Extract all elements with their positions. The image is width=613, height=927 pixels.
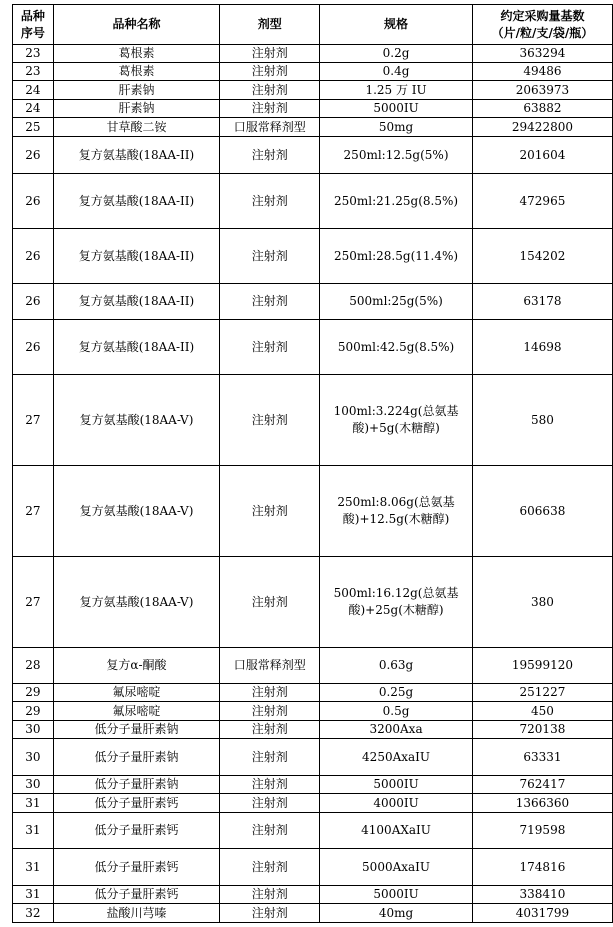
cell-dosage-form: 注射剂 <box>220 284 320 320</box>
cell-serial-no: 29 <box>13 702 54 721</box>
cell-specification: 5000IU <box>320 100 473 118</box>
cell-quantity: 14698 <box>472 320 612 375</box>
cell-serial-no: 31 <box>13 813 54 849</box>
table-row <box>13 229 613 284</box>
cell-quantity: 580 <box>472 375 612 466</box>
table-row <box>13 45 613 63</box>
cell-serial-no: 26 <box>13 284 54 320</box>
cell-quantity: 380 <box>472 557 612 648</box>
cell-specification: 5000AxaIU <box>320 849 473 886</box>
cell-specification: 0.2g <box>320 45 473 63</box>
cell-specification: 40mg <box>320 904 473 923</box>
cell-dosage-form: 注射剂 <box>220 557 320 648</box>
header-specification: 规格 <box>320 5 473 45</box>
table-row <box>13 849 613 886</box>
cell-quantity: 154202 <box>472 229 612 284</box>
table-row <box>13 813 613 849</box>
cell-specification: 100ml:3.224g(总氨基酸)+5g(木糖醇) <box>320 375 473 466</box>
cell-serial-no: 27 <box>13 466 54 557</box>
table-wrapper <box>12 4 613 923</box>
cell-quantity: 63178 <box>472 284 612 320</box>
table-row <box>13 320 613 375</box>
cell-serial-no: 30 <box>13 721 54 739</box>
cell-quantity: 201604 <box>472 137 612 174</box>
cell-drug-name: 复方氨基酸(18AA-V) <box>53 557 220 648</box>
header-quantity <box>472 5 612 45</box>
table-row <box>13 137 613 174</box>
cell-specification: 500ml:42.5g(8.5%) <box>320 320 473 375</box>
cell-dosage-form: 注射剂 <box>220 904 320 923</box>
header-row <box>13 5 613 45</box>
cell-serial-no: 32 <box>13 904 54 923</box>
table-row <box>13 557 613 648</box>
cell-dosage-form: 注射剂 <box>220 684 320 702</box>
table-row <box>13 886 613 904</box>
cell-drug-name: 低分子量肝素钠 <box>53 739 220 776</box>
cell-specification: 500ml:16.12g(总氨基酸)+25g(木糖醇) <box>320 557 473 648</box>
cell-dosage-form: 注射剂 <box>220 100 320 118</box>
header-serial-no-line2: 序号 <box>20 25 45 40</box>
cell-quantity: 4031799 <box>472 904 612 923</box>
cell-drug-name: 甘草酸二铵 <box>53 118 220 137</box>
table-row <box>13 684 613 702</box>
cell-quantity: 63331 <box>472 739 612 776</box>
cell-drug-name: 葛根素 <box>53 63 220 81</box>
table-row <box>13 81 613 100</box>
cell-dosage-form: 注射剂 <box>220 466 320 557</box>
cell-dosage-form: 口服常释剂型 <box>220 648 320 684</box>
table-row <box>13 466 613 557</box>
cell-quantity: 1366360 <box>472 794 612 813</box>
table-row <box>13 794 613 813</box>
cell-serial-no: 25 <box>13 118 54 137</box>
table-header <box>13 5 613 45</box>
cell-serial-no: 23 <box>13 45 54 63</box>
cell-dosage-form: 注射剂 <box>220 81 320 100</box>
cell-specification: 1.25 万 IU <box>320 81 473 100</box>
cell-serial-no: 31 <box>13 794 54 813</box>
cell-drug-name: 低分子量肝素钙 <box>53 886 220 904</box>
cell-serial-no: 23 <box>13 63 54 81</box>
cell-quantity: 63882 <box>472 100 612 118</box>
table-row <box>13 375 613 466</box>
cell-drug-name: 低分子量肝素钙 <box>53 794 220 813</box>
cell-quantity: 174816 <box>472 849 612 886</box>
cell-specification: 0.25g <box>320 684 473 702</box>
cell-specification: 0.63g <box>320 648 473 684</box>
procurement-table <box>12 4 613 923</box>
cell-serial-no: 29 <box>13 684 54 702</box>
cell-dosage-form: 注射剂 <box>220 375 320 466</box>
cell-quantity: 719598 <box>472 813 612 849</box>
table-row <box>13 904 613 923</box>
cell-drug-name: 肝素钠 <box>53 81 220 100</box>
cell-drug-name: 低分子量肝素钙 <box>53 813 220 849</box>
cell-quantity: 720138 <box>472 721 612 739</box>
cell-drug-name: 复方氨基酸(18AA-II) <box>53 137 220 174</box>
cell-dosage-form: 注射剂 <box>220 794 320 813</box>
cell-dosage-form: 注射剂 <box>220 229 320 284</box>
cell-dosage-form: 注射剂 <box>220 137 320 174</box>
cell-drug-name: 氟尿嘧啶 <box>53 702 220 721</box>
cell-specification: 5000IU <box>320 886 473 904</box>
table-row <box>13 702 613 721</box>
cell-drug-name: 复方α-酮酸 <box>53 648 220 684</box>
table-row <box>13 63 613 81</box>
cell-dosage-form: 口服常释剂型 <box>220 118 320 137</box>
cell-dosage-form: 注射剂 <box>220 45 320 63</box>
cell-specification: 5000IU <box>320 776 473 794</box>
cell-quantity: 2063973 <box>472 81 612 100</box>
cell-drug-name: 复方氨基酸(18AA-II) <box>53 229 220 284</box>
cell-dosage-form: 注射剂 <box>220 849 320 886</box>
cell-dosage-form: 注射剂 <box>220 63 320 81</box>
cell-drug-name: 复方氨基酸(18AA-V) <box>53 375 220 466</box>
cell-specification: 250ml:21.25g(8.5%) <box>320 174 473 229</box>
cell-drug-name: 葛根素 <box>53 45 220 63</box>
cell-specification: 0.5g <box>320 702 473 721</box>
cell-dosage-form: 注射剂 <box>220 320 320 375</box>
table-body <box>13 45 613 923</box>
cell-dosage-form: 注射剂 <box>220 813 320 849</box>
table-row <box>13 118 613 137</box>
cell-quantity: 251227 <box>472 684 612 702</box>
cell-specification: 250ml:8.06g(总氨基酸)+12.5g(木糖醇) <box>320 466 473 557</box>
table-row <box>13 100 613 118</box>
cell-drug-name: 复方氨基酸(18AA-II) <box>53 320 220 375</box>
cell-dosage-form: 注射剂 <box>220 739 320 776</box>
cell-serial-no: 26 <box>13 229 54 284</box>
cell-serial-no: 28 <box>13 648 54 684</box>
cell-quantity: 19599120 <box>472 648 612 684</box>
table-row <box>13 739 613 776</box>
cell-dosage-form: 注射剂 <box>220 702 320 721</box>
cell-serial-no: 26 <box>13 137 54 174</box>
cell-serial-no: 24 <box>13 100 54 118</box>
cell-quantity: 363294 <box>472 45 612 63</box>
cell-drug-name: 低分子量肝素钙 <box>53 849 220 886</box>
cell-dosage-form: 注射剂 <box>220 721 320 739</box>
header-quantity-line2: （片/粒/支/袋/瓶） <box>491 25 594 40</box>
cell-drug-name: 氟尿嘧啶 <box>53 684 220 702</box>
table-row <box>13 776 613 794</box>
cell-quantity: 338410 <box>472 886 612 904</box>
cell-drug-name: 低分子量肝素钠 <box>53 721 220 739</box>
cell-serial-no: 31 <box>13 849 54 886</box>
cell-serial-no: 26 <box>13 174 54 229</box>
cell-specification: 4250AxaIU <box>320 739 473 776</box>
cell-drug-name: 低分子量肝素钠 <box>53 776 220 794</box>
cell-quantity: 472965 <box>472 174 612 229</box>
header-quantity-line1: 约定采购量基数 <box>500 8 585 23</box>
cell-specification: 0.4g <box>320 63 473 81</box>
cell-specification: 250ml:28.5g(11.4%) <box>320 229 473 284</box>
cell-serial-no: 31 <box>13 886 54 904</box>
cell-drug-name: 复方氨基酸(18AA-V) <box>53 466 220 557</box>
header-drug-name: 品种名称 <box>53 5 220 45</box>
cell-quantity: 762417 <box>472 776 612 794</box>
cell-specification: 250ml:12.5g(5%) <box>320 137 473 174</box>
cell-specification: 4000IU <box>320 794 473 813</box>
cell-dosage-form: 注射剂 <box>220 886 320 904</box>
table-row <box>13 174 613 229</box>
cell-serial-no: 27 <box>13 557 54 648</box>
header-serial-no <box>13 5 54 45</box>
cell-quantity: 29422800 <box>472 118 612 137</box>
table-row <box>13 284 613 320</box>
cell-serial-no: 26 <box>13 320 54 375</box>
cell-serial-no: 27 <box>13 375 54 466</box>
table-row <box>13 648 613 684</box>
cell-specification: 500ml:25g(5%) <box>320 284 473 320</box>
cell-quantity: 450 <box>472 702 612 721</box>
cell-drug-name: 肝素钠 <box>53 100 220 118</box>
header-dosage-form: 剂型 <box>220 5 320 45</box>
cell-specification: 3200Axa <box>320 721 473 739</box>
cell-serial-no: 30 <box>13 739 54 776</box>
cell-serial-no: 24 <box>13 81 54 100</box>
cell-specification: 50mg <box>320 118 473 137</box>
cell-specification: 4100AXaIU <box>320 813 473 849</box>
cell-drug-name: 复方氨基酸(18AA-II) <box>53 174 220 229</box>
table-row <box>13 721 613 739</box>
cell-quantity: 606638 <box>472 466 612 557</box>
cell-serial-no: 30 <box>13 776 54 794</box>
cell-dosage-form: 注射剂 <box>220 174 320 229</box>
cell-quantity: 49486 <box>472 63 612 81</box>
header-serial-no-line1: 品种 <box>20 8 45 23</box>
cell-dosage-form: 注射剂 <box>220 776 320 794</box>
cell-drug-name: 复方氨基酸(18AA-II) <box>53 284 220 320</box>
cell-drug-name: 盐酸川芎嗪 <box>53 904 220 923</box>
